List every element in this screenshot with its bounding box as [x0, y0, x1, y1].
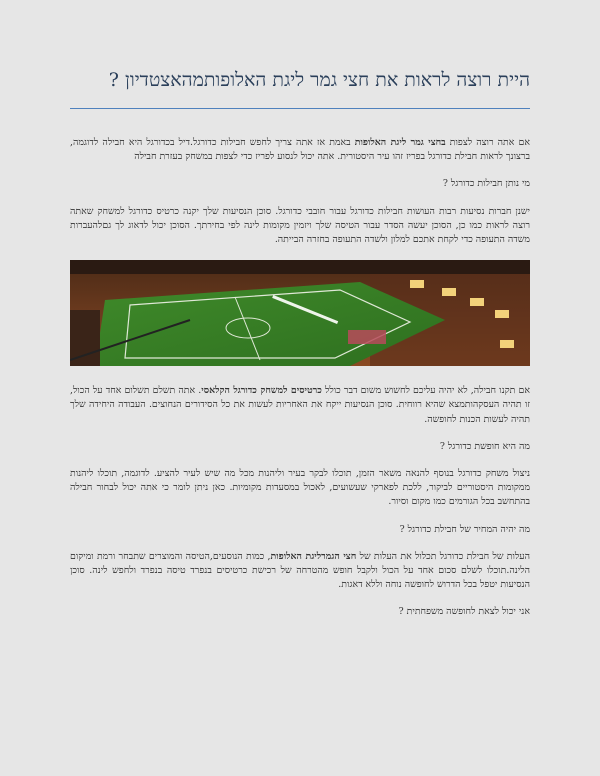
link-semifinal[interactable]: חצי הגמרליגת האלופות — [270, 550, 357, 562]
question-who-provides: מי נותן חבילות כדורגל ? — [442, 178, 530, 190]
link-champions-league-semifinal[interactable]: בחצי גמר ליגת האלופות — [354, 137, 446, 148]
question-what-is-vacation: מה היא חופשת כדורגל ? — [439, 440, 530, 452]
article-body — [70, 136, 530, 633]
text-run: אם אתה רוצה לצפות — [445, 137, 530, 148]
question-family-vacation: אני יכול לצאת לחופשה משפחתית ? — [398, 606, 530, 618]
text-run: . אתה תשלם תשלום אחד על הכול, זו תהיה העסקהותמצא שהיא רווחית. סוכן הנסיעות ייקח את האחריות לעשות את כל הסידורים הנחוצים. העבודה היחידה שלך תהיה לעשות הכנות לחופשה. — [70, 385, 530, 425]
text-run: , כמות הנוסעים,הטיסה והמוצרים שתבחר ורמת ומיקום הלינה.תוכלו לשלם סכום אחד על הכול ולקבל חופש מהטרחה של רכישת כרטיסים בנפרד טיסה בנפרד ולחפש לינה. סוכן הנסיעות יטפל בכל הדרוש לחופשה נוחה וללא דאגות. — [70, 550, 530, 591]
question-price: מה יהיה המחיר של חבילת כדורגל ? — [399, 523, 530, 535]
paragraph-vacation: ניצול משחק כדורגל בנוסף להנאה משאר הזמן, תוכלו לבקר בעיר וליהנות מכל מה שיש לעיר להציע. לדוגמה, תוכלו ליהנות ממקומות היסטוריים לביקור, ללכת לפארקי שעשועים, לאכול במסעדות מקומיות. כאן ניתן לומר כי אתה יכול לבחור חבילה בהתחשב בכל הגורמים כמו מקום וסיור. — [70, 468, 530, 508]
stadium-photo — [70, 260, 530, 366]
page-title: היית רוצה לראות את חצי גמר ליגת האלופותמהאצטדיון ? — [108, 69, 530, 91]
text-run: העלות של חבילת כדורגל תכלול את העלות של — [356, 550, 530, 562]
title-underline — [70, 108, 530, 109]
text-run: אם תקנו חבילה, לא יהיה עליכם לחשוש משום דבר כולל — [321, 385, 530, 397]
text-run: באמת אז אתה צריך לחפש חבילות כדורגל.דיל בכדורגל היא חבילה לדוגמה, ברצונך לראות חבילת כדורגל בפריז זהו עיר היסטורית. אתה יכול לנסוע לפריז כדי לצפות במשחק בעזרת חבילה — [70, 137, 530, 163]
paragraph-intro — [70, 136, 530, 164]
paragraph-cost — [70, 550, 530, 593]
paragraph-agencies: ישנן חברות נסיעות רבות העושות חבילות כדורגל עבור חובבי כדורגל. סוכן הנסיעות שלך יקנה כרטיס כדורגל למשחק שאתה רוצה לראות כמו כן, הסוכן יעשה הסדר עבור הטיסה שלך ויזמין מקומות לינה לפי בחירתך. הסוכן יכול לדאוג לך גםלהעברות משדה התעופה כדי לקחת אתכם למלון ולשדה התעופה בחזרה הבייתה. — [70, 205, 530, 246]
link-football-tickets[interactable]: כרטיסים למשחק כדורגל הקלאסי — [201, 385, 322, 397]
paragraph-buy-package — [70, 384, 530, 427]
